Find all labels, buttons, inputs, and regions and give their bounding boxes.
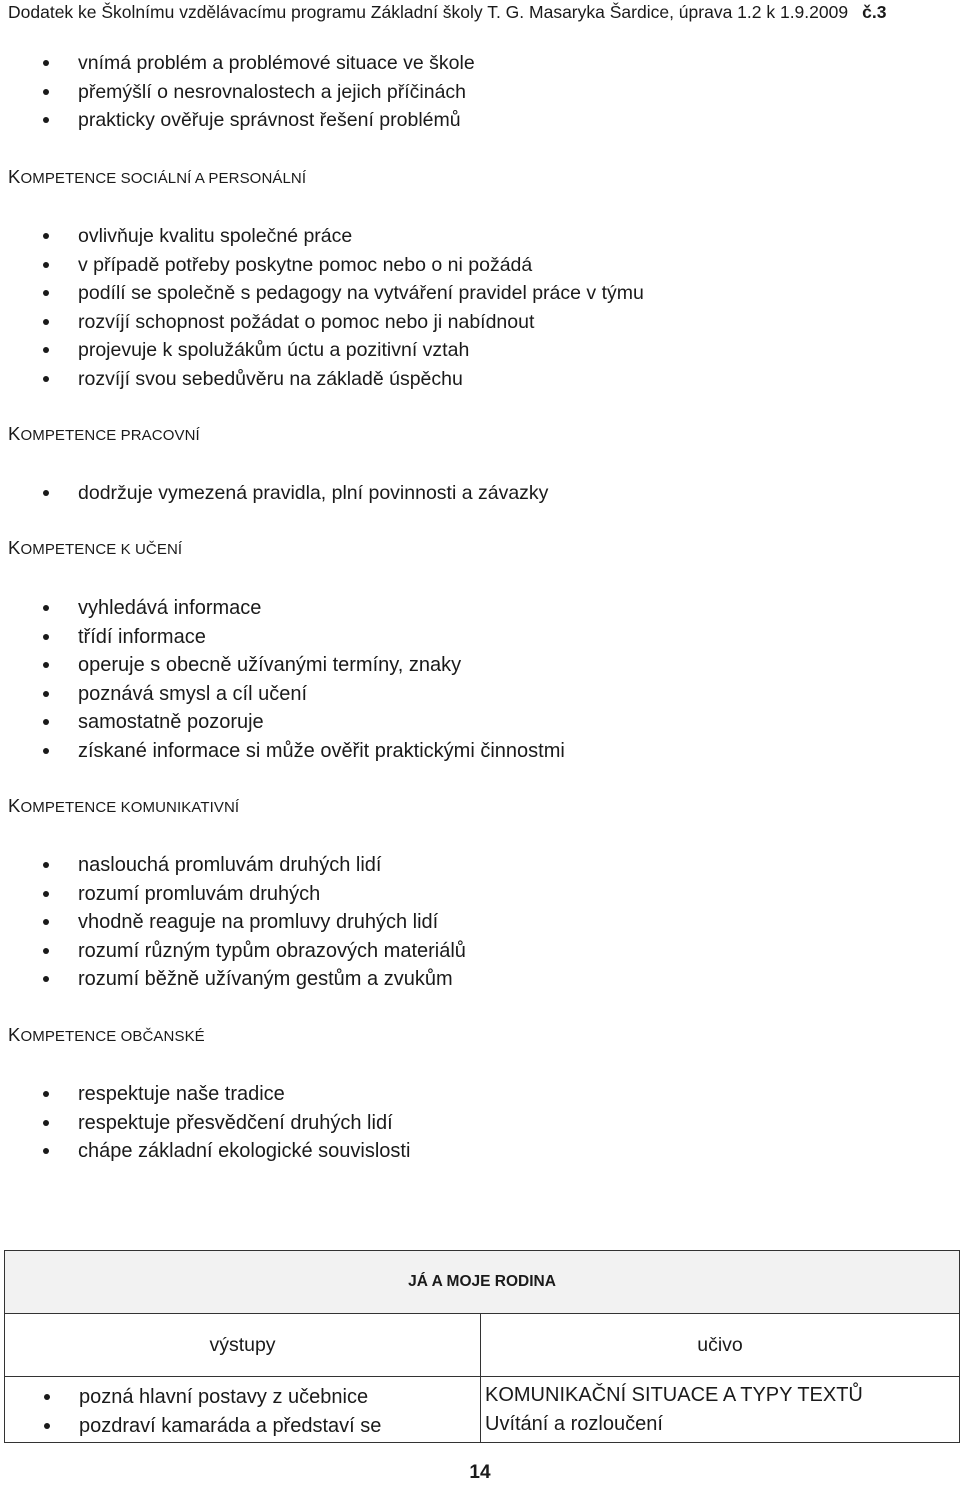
list-item: chápe základní ekologické souvislosti [0,1137,410,1166]
outcomes-cell [5,1377,481,1443]
intro-list [0,49,475,135]
list-item: naslouchá promluvám druhých lidí [0,851,466,880]
work-list [0,479,548,508]
page-number: 14 [469,1462,491,1483]
list-item: poznává smysl a cíl učení [0,680,565,709]
section-heading-social: KOMPETENCE SOCIÁLNÍ A PERSONÁLNÍ [8,166,307,187]
list-item: rozvíjí svou sebedůvěru na základě úspěchu [0,365,644,394]
list-item: přemýšlí o nesrovnalostech a jejich příčinách [0,78,475,107]
column-header-content: učivo [481,1314,960,1377]
document-header [8,2,886,23]
table-title: JÁ A MOJE RODINA [5,1251,960,1314]
header-number: č.3 [862,2,887,22]
list-item: získané informace si může ověřit praktickými činnostmi [0,737,565,766]
content-cell [481,1377,960,1443]
list-item: rozumí různým typům obrazových materiálů [0,937,466,966]
list-item: rozumí promluvám druhých [0,880,466,909]
content-line: Uvítání a rozloučení [485,1413,663,1435]
social-list [0,222,644,393]
list-item: rozumí běžně užívaným gestům a zvukům [0,965,466,994]
section-heading-work: KOMPETENCE PRACOVNÍ [8,423,200,444]
list-item: respektuje naše tradice [0,1080,410,1109]
list-item: třídí informace [0,623,565,652]
section-heading-learning: KOMPETENCE K UČENÍ [8,537,183,558]
civic-list [0,1080,410,1166]
list-item: samostatně pozoruje [0,708,565,737]
learning-list [0,594,565,765]
list-item: pozdraví kamaráda a představí se [5,1412,480,1441]
list-item: podílí se společně s pedagogy na vytváření pravidel práce v týmu [0,279,644,308]
list-item: ovlivňuje kvalitu společné práce [0,222,644,251]
content-line: KOMUNIKAČNÍ SITUACE A TYPY TEXTŮ [485,1384,863,1406]
list-item: pozná hlavní postavy z učebnice [5,1383,480,1412]
list-item: dodržuje vymezená pravidla, plní povinnosti a závazky [0,479,548,508]
curriculum-table [4,1250,960,1443]
list-item: prakticky ověřuje správnost řešení problémů [0,106,475,135]
list-item: vhodně reaguje na promluvy druhých lidí [0,908,466,937]
outcomes-list [5,1377,480,1441]
list-item: operuje s obecně užívanými termíny, znaky [0,651,565,680]
list-item: v případě potřeby poskytne pomoc nebo o ni požádá [0,251,644,280]
communication-list [0,851,466,994]
section-heading-communication: KOMPETENCE KOMUNIKATIVNÍ [8,795,240,816]
list-item: rozvíjí schopnost požádat o pomoc nebo ji nabídnout [0,308,644,337]
list-item: projevuje k spolužákům úctu a pozitivní vztah [0,336,644,365]
column-header-outcomes: výstupy [5,1314,481,1377]
list-item: respektuje přesvědčení druhých lidí [0,1109,410,1138]
list-item: vyhledává informace [0,594,565,623]
header-text: Dodatek ke Školnímu vzdělávacímu programu Základní školy T. G. Masaryka Šardice, úprava 1.2 k 1.9.2009 [8,2,849,22]
list-item: vnímá problém a problémové situace ve škole [0,49,475,78]
section-heading-civic: KOMPETENCE OBČANSKÉ [8,1024,205,1045]
